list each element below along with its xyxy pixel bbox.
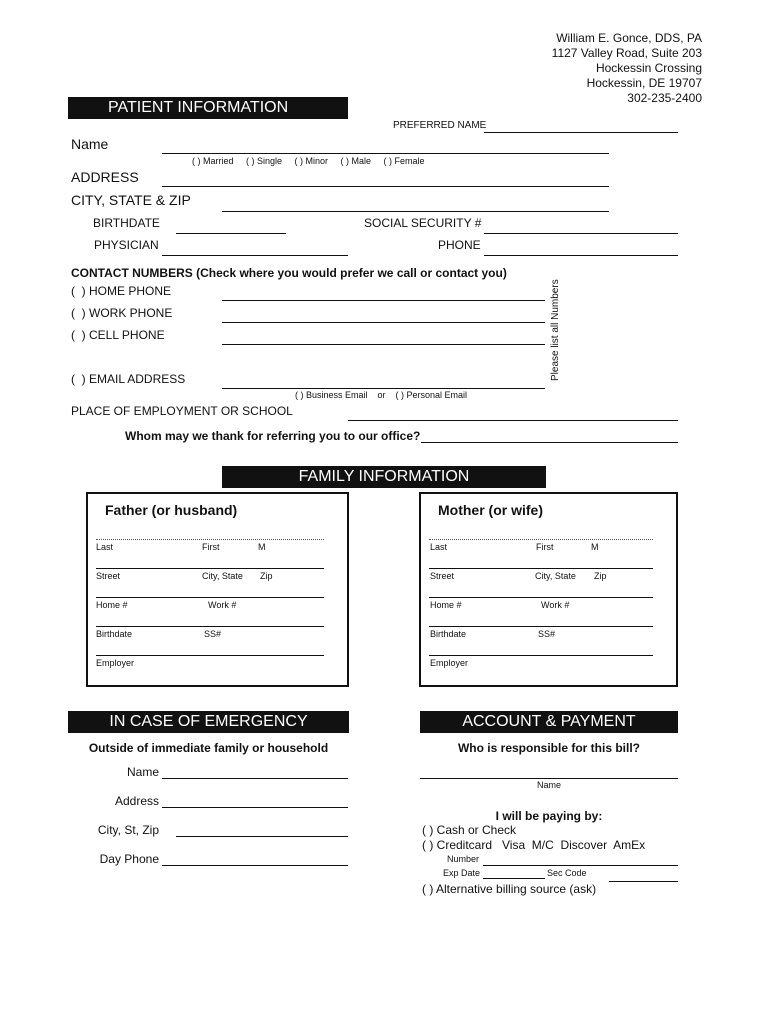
cell-phone-field[interactable] bbox=[222, 344, 545, 345]
sec-code-label: Sec Code bbox=[547, 868, 587, 878]
phone-label: PHONE bbox=[438, 238, 481, 252]
cash-option[interactable]: ( ) Cash or Check bbox=[422, 823, 517, 837]
responsible-name-label: Name bbox=[536, 780, 561, 790]
patient-info-header: PATIENT INFORMATION bbox=[68, 97, 348, 119]
mother-title: Mother (or wife) bbox=[438, 502, 543, 518]
birthdate-field[interactable] bbox=[176, 233, 286, 234]
card-number-label: Number bbox=[447, 854, 480, 864]
city-state-zip-label: CITY, STATE & ZIP bbox=[71, 192, 191, 208]
phone-field[interactable] bbox=[484, 255, 678, 256]
name-field[interactable] bbox=[162, 153, 609, 154]
mother-first-label: First bbox=[536, 542, 554, 552]
father-last-label: Last bbox=[96, 542, 114, 552]
emergency-name-field[interactable] bbox=[162, 778, 348, 779]
mother-ss-label: SS# bbox=[538, 629, 556, 639]
father-birth-field[interactable] bbox=[96, 626, 324, 627]
home-phone-field[interactable] bbox=[222, 300, 545, 301]
creditcard-option[interactable]: ( ) Creditcard Visa M/C Discover AmEx bbox=[422, 838, 646, 852]
work-phone-field[interactable] bbox=[222, 322, 545, 323]
father-address-field[interactable] bbox=[96, 568, 324, 569]
emergency-subtitle: Outside of immediate family or household bbox=[88, 741, 329, 755]
mother-city-state-label: City, State bbox=[535, 571, 576, 581]
mother-street-label: Street bbox=[430, 571, 455, 581]
practice-name: William E. Gonce, DDS, PA bbox=[556, 31, 702, 45]
practice-city: Hockessin, DE 19707 bbox=[586, 76, 702, 90]
mother-home-label: Home # bbox=[430, 600, 462, 610]
sec-code-field[interactable] bbox=[609, 881, 678, 882]
cell-phone-label[interactable]: ( ) CELL PHONE bbox=[71, 328, 165, 342]
list-all-numbers-note: Please list all Numbers bbox=[550, 279, 561, 381]
status-options[interactable]: ( ) Married ( ) Single ( ) Minor ( ) Male ( ) Female bbox=[192, 156, 425, 166]
mother-last-label: Last bbox=[430, 542, 448, 552]
home-phone-label[interactable]: ( ) HOME PHONE bbox=[71, 284, 172, 298]
father-home-label: Home # bbox=[96, 600, 128, 610]
father-name-field[interactable] bbox=[96, 539, 324, 540]
alternative-billing-option[interactable]: ( ) Alternative billing source (ask) bbox=[422, 882, 597, 896]
emergency-name-label: Name bbox=[126, 765, 159, 779]
emergency-address-field[interactable] bbox=[162, 807, 348, 808]
practice-phone: 302-235-2400 bbox=[627, 91, 702, 105]
birthdate-label: BIRTHDATE bbox=[93, 216, 160, 230]
mother-m-label: M bbox=[591, 542, 599, 552]
father-first-label: First bbox=[202, 542, 220, 552]
contact-heading: CONTACT NUMBERS (Check where you would prefer we call or contact you) bbox=[71, 266, 507, 280]
address-label: ADDRESS bbox=[71, 169, 139, 185]
mother-work-label: Work # bbox=[541, 600, 570, 610]
physician-label: PHYSICIAN bbox=[94, 238, 159, 252]
employment-label: PLACE OF EMPLOYMENT OR SCHOOL bbox=[71, 404, 293, 418]
practice-street: 1127 Valley Road, Suite 203 bbox=[551, 46, 702, 60]
referral-label: Whom may we thank for referring you to our office? bbox=[125, 429, 421, 443]
emergency-city-field[interactable] bbox=[176, 836, 348, 837]
work-phone-label[interactable]: ( ) WORK PHONE bbox=[71, 306, 173, 320]
father-zip-label: Zip bbox=[260, 571, 273, 581]
father-city-state-label: City, State bbox=[202, 571, 243, 581]
emergency-day-phone-field[interactable] bbox=[162, 865, 348, 866]
account-question: Who is responsible for this bill? bbox=[457, 741, 640, 755]
father-employer-field[interactable] bbox=[96, 655, 324, 656]
emergency-city-label: City, St, Zip bbox=[97, 823, 159, 837]
responsible-name-field[interactable] bbox=[420, 778, 678, 779]
city-state-zip-field[interactable] bbox=[222, 211, 609, 212]
ssn-field[interactable] bbox=[484, 233, 678, 234]
physician-field[interactable] bbox=[162, 255, 348, 256]
preferred-name-field[interactable] bbox=[484, 132, 678, 133]
father-phones-field[interactable] bbox=[96, 597, 324, 598]
employment-field[interactable] bbox=[348, 420, 678, 421]
email-label[interactable]: ( ) EMAIL ADDRESS bbox=[71, 372, 186, 386]
father-ss-label: SS# bbox=[204, 629, 222, 639]
emergency-day-phone-label: Day Phone bbox=[99, 852, 159, 866]
mother-employer-field[interactable] bbox=[429, 655, 653, 656]
father-street-label: Street bbox=[96, 571, 121, 581]
mother-address-field[interactable] bbox=[429, 568, 653, 569]
mother-birthdate-label: Birthdate bbox=[430, 629, 467, 639]
exp-date-field[interactable] bbox=[483, 878, 545, 879]
address-field[interactable] bbox=[162, 186, 609, 187]
name-label: Name bbox=[71, 136, 109, 152]
practice-address-block bbox=[552, 31, 702, 106]
mother-phones-field[interactable] bbox=[429, 597, 653, 598]
preferred-name-label: PREFERRED NAME bbox=[393, 120, 487, 131]
mother-birth-field[interactable] bbox=[429, 626, 653, 627]
father-work-label: Work # bbox=[208, 600, 237, 610]
ssn-label: SOCIAL SECURITY # bbox=[364, 216, 482, 230]
mother-box bbox=[419, 492, 678, 687]
mother-employer-label: Employer bbox=[430, 658, 469, 668]
practice-center: Hockessin Crossing bbox=[595, 61, 702, 75]
father-m-label: M bbox=[258, 542, 266, 552]
mother-name-field[interactable] bbox=[429, 539, 653, 540]
paying-by-label: I will be paying by: bbox=[495, 809, 603, 823]
referral-field[interactable] bbox=[421, 442, 678, 443]
family-info-header: FAMILY INFORMATION bbox=[222, 466, 546, 488]
father-title: Father (or husband) bbox=[105, 502, 238, 518]
father-employer-label: Employer bbox=[96, 658, 135, 668]
email-type-options[interactable]: ( ) Business Email or ( ) Personal Email bbox=[295, 390, 468, 400]
mother-zip-label: Zip bbox=[594, 571, 607, 581]
card-number-field[interactable] bbox=[483, 865, 678, 866]
father-birthdate-label: Birthdate bbox=[96, 629, 133, 639]
account-header: ACCOUNT & PAYMENT bbox=[420, 711, 678, 733]
emergency-header: IN CASE OF EMERGENCY bbox=[68, 711, 349, 733]
exp-date-label: Exp Date bbox=[443, 868, 481, 878]
emergency-address-label: Address bbox=[114, 794, 159, 808]
email-field[interactable] bbox=[222, 388, 545, 389]
father-box bbox=[86, 492, 349, 687]
